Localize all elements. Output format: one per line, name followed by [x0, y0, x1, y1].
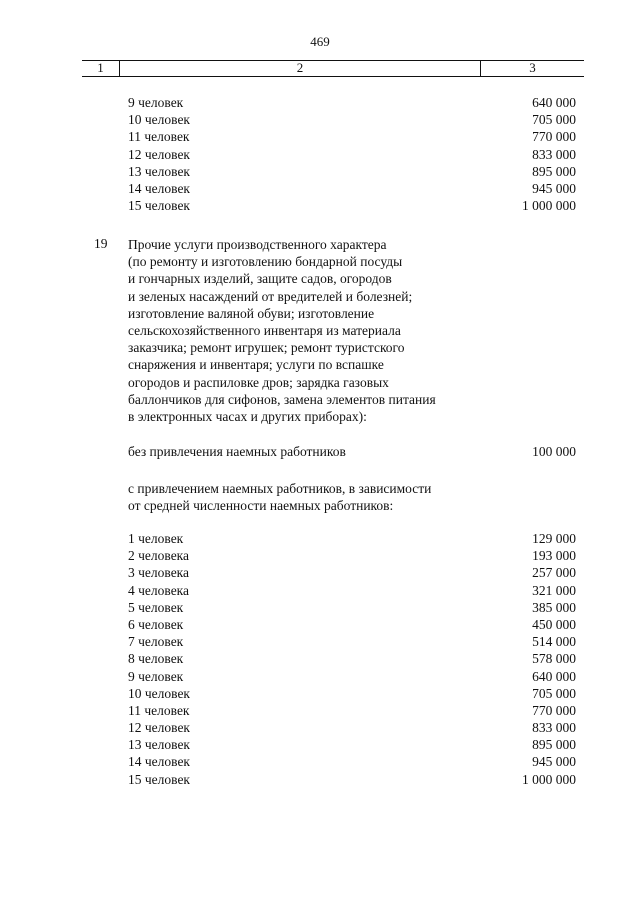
- table-row: [0, 197, 640, 214]
- row-label: 3 человека: [128, 565, 190, 581]
- row-value: 705 000: [532, 685, 576, 701]
- row-value: 578 000: [532, 651, 576, 667]
- column-header-row: [82, 60, 584, 77]
- row-label: 5 человек: [128, 599, 184, 615]
- row-label: 10 человек: [128, 112, 190, 128]
- column-header-2: 2: [120, 61, 481, 76]
- with-workers-heading: [128, 480, 488, 514]
- table-row: [0, 111, 640, 128]
- row-label: 12 человек: [128, 146, 190, 162]
- row-value: 705 000: [532, 112, 576, 128]
- table-row: [0, 736, 640, 753]
- description-line: изготовление валяной обуви; изготовление: [128, 305, 375, 321]
- row-value: 450 000: [532, 616, 576, 632]
- row-label: 7 человек: [128, 634, 184, 650]
- row-value: 1 000 000: [522, 771, 576, 787]
- table-row: [0, 616, 640, 633]
- row-value: 833 000: [532, 146, 576, 162]
- row-value: 514 000: [532, 634, 576, 650]
- row-label: 4 человека: [128, 582, 190, 598]
- row-label: 14 человек: [128, 180, 190, 196]
- row-label: 13 человек: [128, 737, 190, 753]
- description-line: баллончиков для сифонов, замена элементов питания: [128, 391, 436, 407]
- row-value: 895 000: [532, 737, 576, 753]
- row-label: 11 человек: [128, 129, 190, 145]
- description-line: сельскохозяйственного инвентаря из материала: [128, 322, 401, 338]
- row-label: 15 человек: [128, 771, 190, 787]
- table-row: [0, 547, 640, 564]
- row-label: 10 человек: [128, 685, 190, 701]
- without-workers-label: без привлечения наемных работников: [128, 444, 346, 459]
- description-line: снаряжения и инвентаря; услуги по вспашке: [128, 357, 384, 373]
- row-label: 13 человек: [128, 163, 190, 179]
- row-label: 14 человек: [128, 754, 190, 770]
- row-value: 129 000: [532, 531, 576, 546]
- item-number: 19: [94, 236, 108, 251]
- table-row: [0, 650, 640, 667]
- without-workers-row: [0, 443, 640, 460]
- table-row: [0, 582, 640, 599]
- row-value: 833 000: [532, 720, 576, 736]
- description-line: от средней численности наемных работников:: [128, 498, 394, 514]
- row-label: 12 человек: [128, 720, 190, 736]
- table-row: [0, 771, 640, 788]
- description-line: (по ремонту и изготовлению бондарной посуды: [128, 254, 403, 270]
- table-row: [0, 94, 640, 111]
- description-line: Прочие услуги производственного характера: [128, 237, 387, 252]
- row-value: 193 000: [532, 548, 576, 564]
- row-value: 945 000: [532, 180, 576, 196]
- table-row: [0, 633, 640, 650]
- row-value: 640 000: [532, 95, 576, 110]
- row-label: 9 человек: [128, 95, 184, 110]
- top-rows-list: [0, 94, 640, 214]
- row-value: 640 000: [532, 668, 576, 684]
- table-row: [0, 685, 640, 702]
- item-description: [128, 236, 488, 425]
- row-label: 15 человек: [128, 198, 190, 214]
- table-row: [0, 564, 640, 581]
- row-value: 770 000: [532, 702, 576, 718]
- row-label: 1 человек: [128, 531, 184, 546]
- table-row: [0, 753, 640, 770]
- description-line: и гончарных изделий, защите садов, огородов: [128, 271, 392, 287]
- row-label: 6 человек: [128, 616, 184, 632]
- table-row: [0, 530, 640, 547]
- without-workers-value: 100 000: [532, 444, 576, 459]
- description-line: огородов и распиловке дров; зарядка газовых: [128, 374, 389, 390]
- table-row: [0, 719, 640, 736]
- description-line: и зеленых насаждений от вредителей и болезней;: [128, 288, 413, 304]
- column-header-3: 3: [529, 60, 536, 75]
- table-row: [0, 163, 640, 180]
- row-value: 945 000: [532, 754, 576, 770]
- table-row: [0, 668, 640, 685]
- row-value: 257 000: [532, 565, 576, 581]
- page-number: 469: [310, 34, 330, 49]
- row-value: 895 000: [532, 163, 576, 179]
- row-label: 11 человек: [128, 702, 190, 718]
- row-value: 1 000 000: [522, 198, 576, 214]
- row-label: 8 человек: [128, 651, 184, 667]
- row-label: 9 человек: [128, 668, 184, 684]
- table-row: [0, 128, 640, 145]
- table-row: [0, 702, 640, 719]
- row-value: 321 000: [532, 582, 576, 598]
- description-line: заказчика; ремонт игрушек; ремонт туристского: [128, 340, 405, 356]
- row-value: 770 000: [532, 129, 576, 145]
- table-row: [0, 599, 640, 616]
- table-row: [0, 180, 640, 197]
- column-header-1: 1: [82, 61, 120, 76]
- description-line: в электронных часах и других приборах):: [128, 408, 367, 424]
- table-row: [0, 146, 640, 163]
- description-line: с привлечением наемных работников, в зависимости: [128, 481, 432, 496]
- row-label: 2 человека: [128, 548, 190, 564]
- worker-count-rows: [0, 530, 640, 788]
- row-value: 385 000: [532, 599, 576, 615]
